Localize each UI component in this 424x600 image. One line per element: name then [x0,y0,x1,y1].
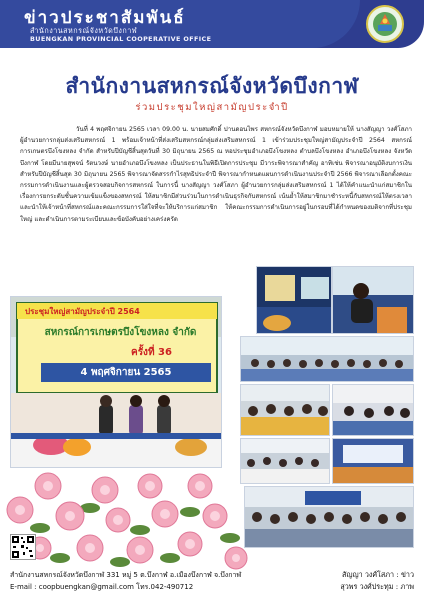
qr-code-icon[interactable] [10,534,36,560]
article-subtitle: ร่วมประชุมใหญ่สามัญประจำปี [135,102,289,113]
photo-group-audience [244,486,414,548]
photo-registration [332,384,414,436]
rose-decoration [0,468,260,576]
banner-line-1: ประชุมใหญ่สามัญประจำปี 2564 [25,307,140,316]
banner-line-3: ครั้งที่ 36 [131,347,172,358]
photo-stage-projector [256,266,332,334]
article-body: วันที่ 4 พฤศจิกายน 2565 เวลา 09.00 น. นายสมศักดิ์ ปานดอนไพร สหกรณ์จังหวัดบึงกาฬ มอบหมายให้ นางสัญญา วงศ์โสภา ผู้อำนวยการกลุ่มส่งเสริมสหกรณ์ 1 พร้อมเจ้าหน้าที่ส่งเสริมสหกรณ์กลุ่มส่งเสริมสหกรณ์ 1 เข้าร่วมประชุมใหญ่สามัญประจำปี 2564 สหกรณ์การเกษตรบึงโขงหลง จำกัด สำหรับปีบัญชีสิ้นสุดวันที่ 30 มิถุนายน 2565 ณ หอประชุมอำเภอบึงโขงหลง ตำบลบึงโขงหลง อำเภอบึงโขงหลง จังหวัดบึงกาฬ โดยมีนายสุพจน์ รัตนวงษ์ นายอำเภอบึงโขงหลง เป็นประธานในพิธีเปิดการประชุม มีวาระพิจารณาสำคัญ อาทิเช่น พิจารณาอนุมัติงบการเงินสำหรับปีบัญชีสิ้นสุด 30 มิถุนายน 2565 พิจารณาจัดสรรกำไรสุทธิประจำปี พิจารณากำหนดแผนการดำเนินงานประจำปี 2566 พิจารณาเลือกตั้งคณะกรรมการดำเนินงานและผู้ตรวจสอบกิจการสหกรณ์ ในการนี้ นางสัญญา วงศ์โสภา ผู้อำนวยการกลุ่มส่งเสริมสหกรณ์ 1 ได้ให้คำแนะนำแก่สมาชิกในเรื่องการยกระดับชั้นความเข้มแข็งของสหกรณ์ ให้สมาชิกมีส่วนร่วมในการดำเนินธุรกิจกับสหกรณ์ เน้นย้ำให้สมาชิกมาชำระหนี้กับสหกรณ์ให้ตรงเวลา และนำให้เจ้าหน้าที่สหกรณ์และคณะกรรมการใส่ใจที่จะให้บริการแก่สมาชิก ให้คณะกรรมการดำเนินการอยู่ในกรอบที่ได้กำหนดของมติจากที่ประชุมใหญ่ และดำเนินการตามระเบียบและข้อบังคับอย่างเคร่งครัด [20,126,412,223]
photo-meeting-banner [10,296,222,468]
photo-audience-wide [240,336,414,382]
footer-credit-news: สัญญา วงศ์โสภา : ข่าว [341,570,414,579]
footer-contact[interactable]: E-mail : coopbuengkan@gmail.com โทร.042-490712 [10,583,194,591]
footer-credit-photo: สุวพร วงศ์ประทุม : ภาพ [340,582,414,591]
photo-speaker-podium [332,266,414,334]
photo-presentation [332,438,414,484]
banner-line-4: 4 พฤศจิกายน 2565 [41,363,211,382]
header-subtitle-english: BUENGKAN PROVINCIAL COOPERATIVE OFFICE [30,35,212,43]
photo-members-seated [240,384,330,436]
header-banner [0,0,424,48]
article-title: สำนักงานสหกรณ์จังหวัดบึงกาฬ [65,74,359,98]
footer-address: สำนักงานสหกรณ์จังหวัดบึงกาฬ 331 หมู่ 5 ต.บึงกาฬ อ.เมืองบึงกาฬ จ.บึงกาฬ [10,571,242,579]
provincial-seal-logo [366,5,404,43]
header-title: ข่าวประชาสัมพันธ์ [24,8,186,28]
banner-line-2: สหกรณ์การเกษตรบึงโขงหลง จำกัด [44,327,197,338]
header-subtitle: สำนักงานสหกรณ์จังหวัดบึงกาฬ [30,26,138,35]
